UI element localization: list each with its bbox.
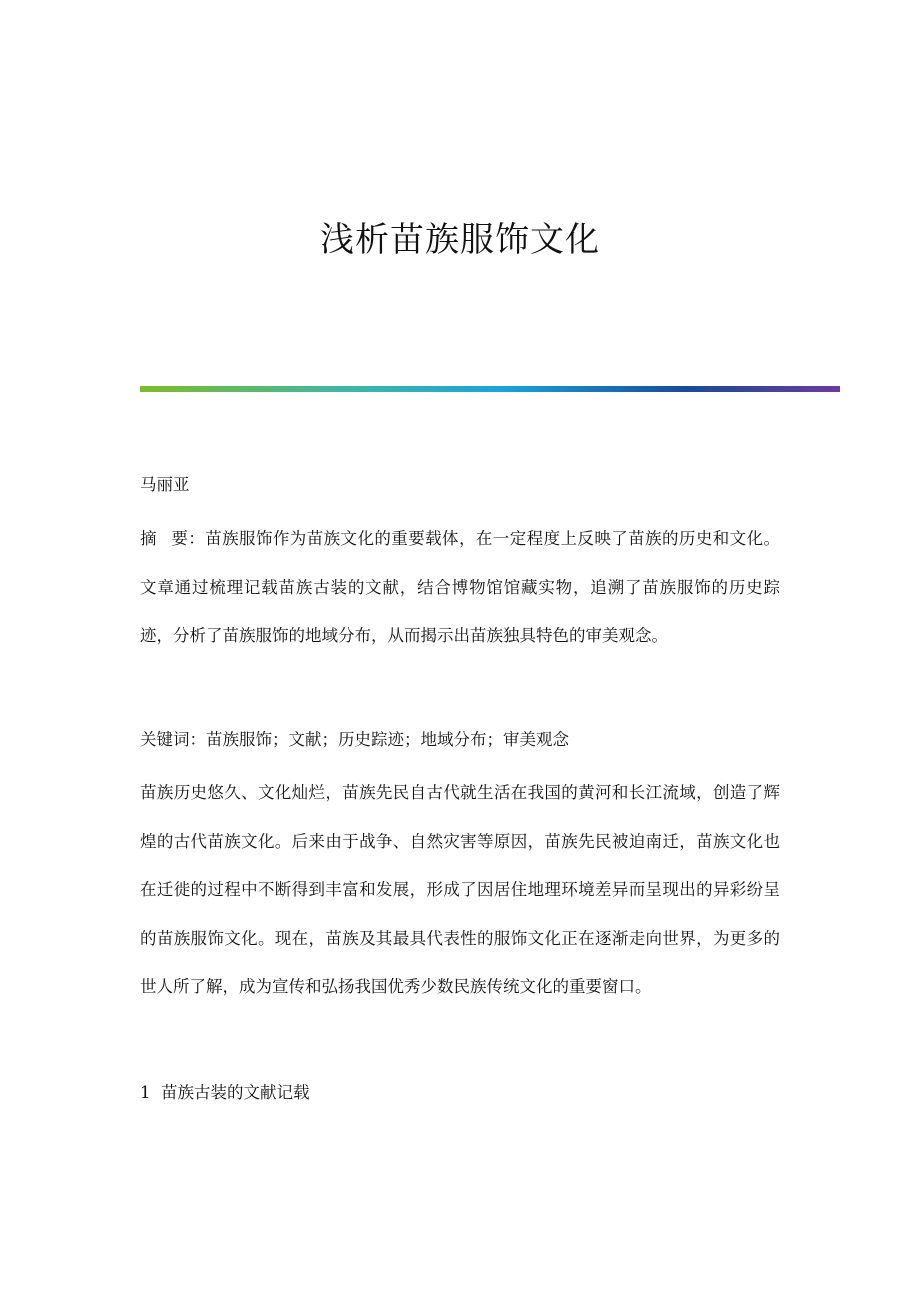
section-title: 苗族古装的文献记载: [161, 1083, 310, 1102]
abstract-label-b: 要：: [170, 529, 206, 548]
keywords-paragraph: [140, 716, 780, 764]
title-divider-rule: [140, 386, 840, 392]
document-title: 浅析苗族服饰文化: [320, 220, 600, 260]
keywords-text: 苗族服饰；文献；历史踪迹；地域分布；审美观念: [206, 730, 569, 749]
abstract-label-a: 摘: [140, 529, 157, 548]
section-number: 1: [140, 1083, 151, 1102]
intro-paragraph: 苗族历史悠久、文化灿烂，苗族先民自古代就生活在我国的黄河和长江流域，创造了辉煌的古代苗族文化。后来由于战争、自然灾害等原因，苗族先民被迫南迁，苗族文化也在迁徙的过程中不断得到丰富和发展，形成了因居住地理环境差异而呈现出的异彩纷呈的苗族服饰文化。现在，苗族及其最具代表性的服饰文化正在逐渐走向世界，为更多的世人所了解，成为宣传和弘扬我国优秀少数民族传统文化的重要窗口。: [140, 783, 780, 996]
abstract-text: 苗族服饰作为苗族文化的重要载体，在一定程度上反映了苗族的历史和文化。文章通过梳理记载苗族古装的文献，结合博物馆馆藏实物，追溯了苗族服饰的历史踪迹，分析了苗族服饰的地域分布，从而揭示出苗族独具特色的审美观念。: [140, 529, 781, 645]
section-heading: [140, 1081, 780, 1105]
abstract-paragraph: [140, 515, 780, 661]
keywords-label: 关键词：: [140, 730, 206, 749]
author-name: 马丽亚: [140, 475, 190, 494]
